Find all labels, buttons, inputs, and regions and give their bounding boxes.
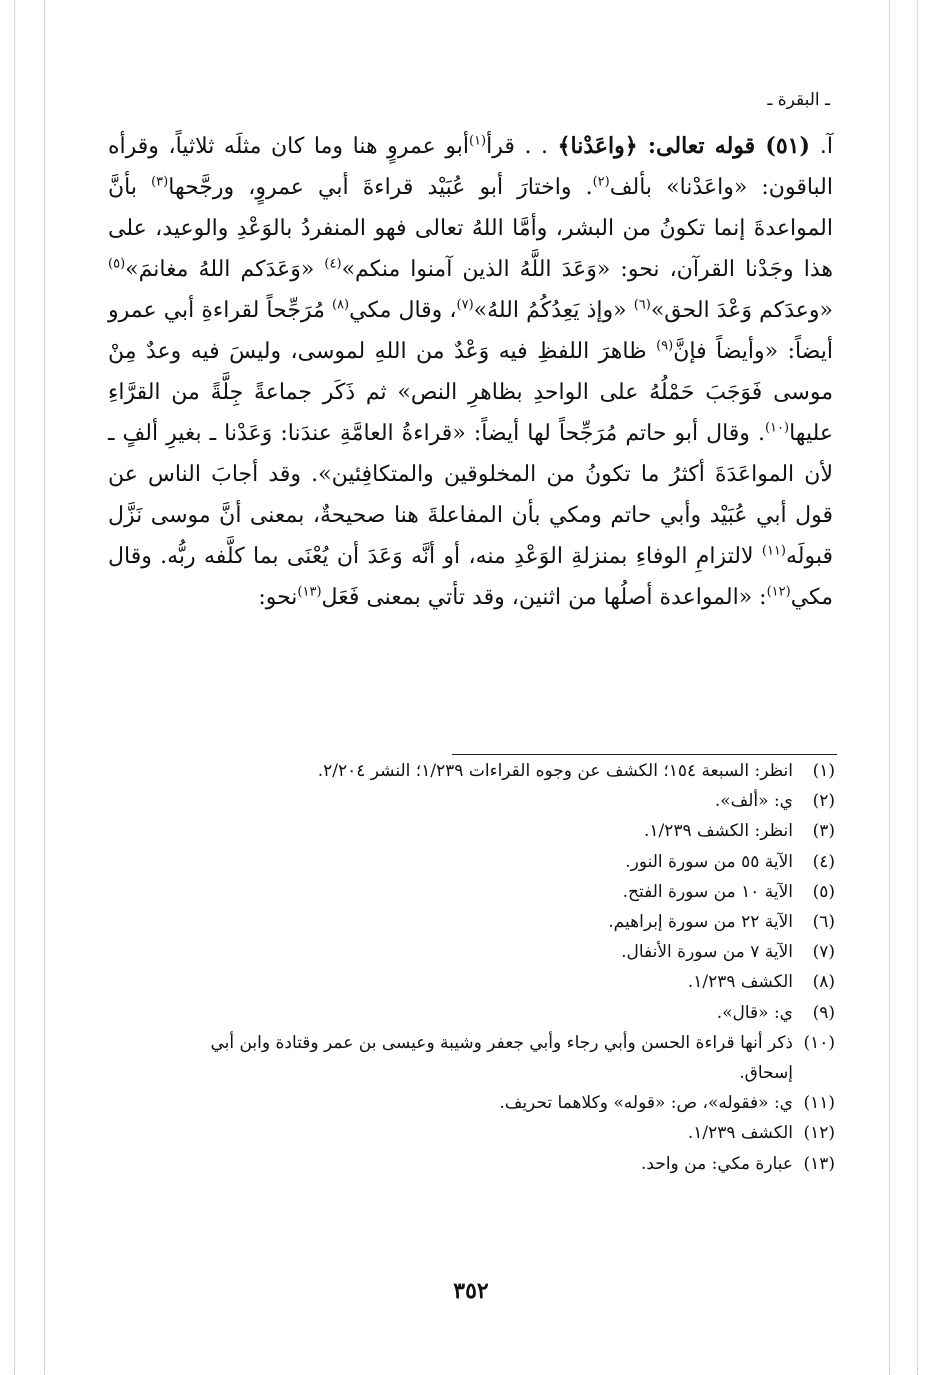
footnote-text: ي: «ألف». [714,791,793,812]
footnote-number: (٩) [812,1002,835,1023]
footnote-text: الآية ٥٥ من سورة النور. [625,851,793,872]
footnote-ref-10[interactable]: (١٠) [764,420,790,436]
footnote-divider [452,754,837,755]
text-run: بأنَّ المواعدةَ إنما تكونُ من البشر، وأمَّا اللهُ تعالى فهو المنفردُ بالوَعْدِ والوعيد، على هذا وجَدْنا القرآن، نحو: «وَعَدَ اللَّهُ الذين آمنوا منكم» [108,175,833,282]
main-paragraph [108,126,833,618]
text-run: . . قرأ [486,134,549,159]
footnote-ref-1[interactable]: (١) [468,133,487,149]
footnote-text: ي: «فقوله»، ص: «قوله» وكلاهما تحريف. [499,1093,793,1114]
footnote-ref-4[interactable]: (٤) [324,256,342,272]
footnote-text: الآية ٢٢ من سورة إبراهيم. [608,912,793,933]
footnote-ref-13[interactable]: (١٣) [297,584,322,600]
footnote-ref-12[interactable]: (١٢) [766,584,791,600]
text-run: «وعدَكم وَعْدَ الحق» [650,298,834,323]
footnote-number: (١١) [803,1093,835,1114]
footnote [170,816,835,846]
footnote [170,907,835,937]
footnote-number: (٤) [812,851,835,872]
footnote-number: (٨) [812,972,835,993]
text-run: ، وقال مكي [349,298,457,323]
text-run: مُرَجِّحاً لقراءةِ أبي عمرو أيضاً: «وأيضاً فإنَّ [108,298,833,364]
footnote-text: انظر: السبعة ١٥٤؛ الكشف عن وجوه القراءات ١/٢٣٩؛ النشر ٢/٢٠٤. [317,761,793,781]
scan-edge-right [917,0,918,1375]
footnote [170,1088,835,1118]
footnote-number: (٣) [812,821,835,842]
text-run: «وَعَدَكم اللهُ مغانمَ» [125,257,315,282]
footnote-text: ي: «قال». [716,1002,793,1023]
scan-edge-left-inner [44,0,45,1375]
text-run: : «المواعدة أصلُها من اثنين، وقد تأتي بمعنى فَعَل [321,585,767,610]
footnotes [170,756,835,1179]
footnote-number: (١٠) [803,1032,835,1053]
footnote-text: عبارة مكي: من واحد. [641,1153,793,1174]
text-run: «وإذ يَعِدُكُمُ اللهُ» [473,298,627,323]
footnote [170,998,835,1028]
footnote-number: (٧) [812,942,835,963]
running-header [60,90,830,110]
text-run: لالتزامِ الوفاءِ بمنزلةِ الوَعْدِ منه، أو أنَّه وَعَدَ أن يُعْنَى بما كلَّفه ربُّه. وقال مكي [108,544,833,610]
text-run: . واختارَ أبو عُبَيْد قراءةَ أبي عمروٍ، ورجَّحها [168,175,593,200]
footnote-number: (١٣) [803,1153,835,1174]
footnote-ref-5[interactable]: (٥) [108,256,126,272]
text-run: . وقال أبو حاتم مُرَجِّحاً لها أيضاً: «قراءةُ العامَّةِ عندَنا: وَعَدْنا ـ بغيرِ ألفٍ ـ لأن المواعَدَةَ أكثرُ ما تكونُ من المخلوقين والمتكافِئين». وقد أجابَ الناس عن قول أبي عُبَيْد وأبي حاتم ومكي بأن المفاعلةَ هنا صحيحةٌ، بمعنى أنَّ موسى نَزَّل قبولَه [108,421,834,569]
footnote [170,967,835,997]
footnote [170,786,835,816]
footnote [170,877,835,907]
footnote-number: (٥) [812,881,835,902]
footnote-number: (٦) [812,912,835,933]
footnote-ref-11[interactable]: (١١) [761,543,786,559]
footnote [170,1149,835,1179]
footnote-number: (١) [812,761,835,781]
running-title: ـ البقرة ـ [767,90,830,110]
footnote-ref-9[interactable]: (٩) [656,338,674,354]
scan-edge-left [14,0,15,1375]
page-number: ٣٥٢ [453,1278,489,1304]
footnote [170,1118,835,1148]
footnote-ref-2[interactable]: (٢) [592,174,610,190]
footnote-number: (٢) [812,791,835,812]
footnote [170,937,835,967]
text-run: ظاهرَ اللفظِ فيه وَعْدٌ من اللهِ لموسى، وليسَ فيه وعدٌ مِنْ موسى فَوَجَبَ حَمْلُهُ على الواحدِ بظاهرِ النص» ثم ذَكَر جماعةً جِلَّةً من القرَّاءِ عليها [108,339,833,446]
footnote-ref-7[interactable]: (٧) [456,297,474,313]
footnote-text: الآية ٧ من سورة الأنفال. [621,942,793,963]
footnote-ref-6[interactable]: (٦) [633,297,651,313]
footnote-text: الآية ١٠ من سورة الفتح. [622,881,793,902]
text-run: أبو عمروٍ هنا وما كان مثلَه ثلاثياً، وقرأه الباقون: «واعَدْنا» بألف [108,134,833,200]
footnote-text: الكشف ١/٢٣٩. [687,1123,793,1144]
section-marker: آ. [819,134,833,159]
footnote [170,847,835,877]
footnote [170,1028,835,1088]
main-text [108,126,833,618]
scan-edge-right-inner [889,0,890,1375]
text-run: نحو: [258,585,298,610]
footnote-text: الكشف ١/٢٣٩. [687,972,793,993]
verse-reference: (٥١) قوله تعالى: ﴿واعَدْنا﴾ [557,133,810,159]
footnote-number: (١٢) [803,1123,835,1144]
footnote [170,756,835,786]
footnote-ref-3[interactable]: (٣) [151,174,169,190]
footnote-text: انظر: الكشف ١/٢٣٩. [643,821,793,842]
footnote-ref-8[interactable]: (٨) [331,297,350,313]
footnote-text: ذكر أنها قراءة الحسن وأبي رجاء وأبي جعفر وشيبة وعيسى بن عمر وقتادة وابن أبي إسحاق. [210,1032,793,1084]
